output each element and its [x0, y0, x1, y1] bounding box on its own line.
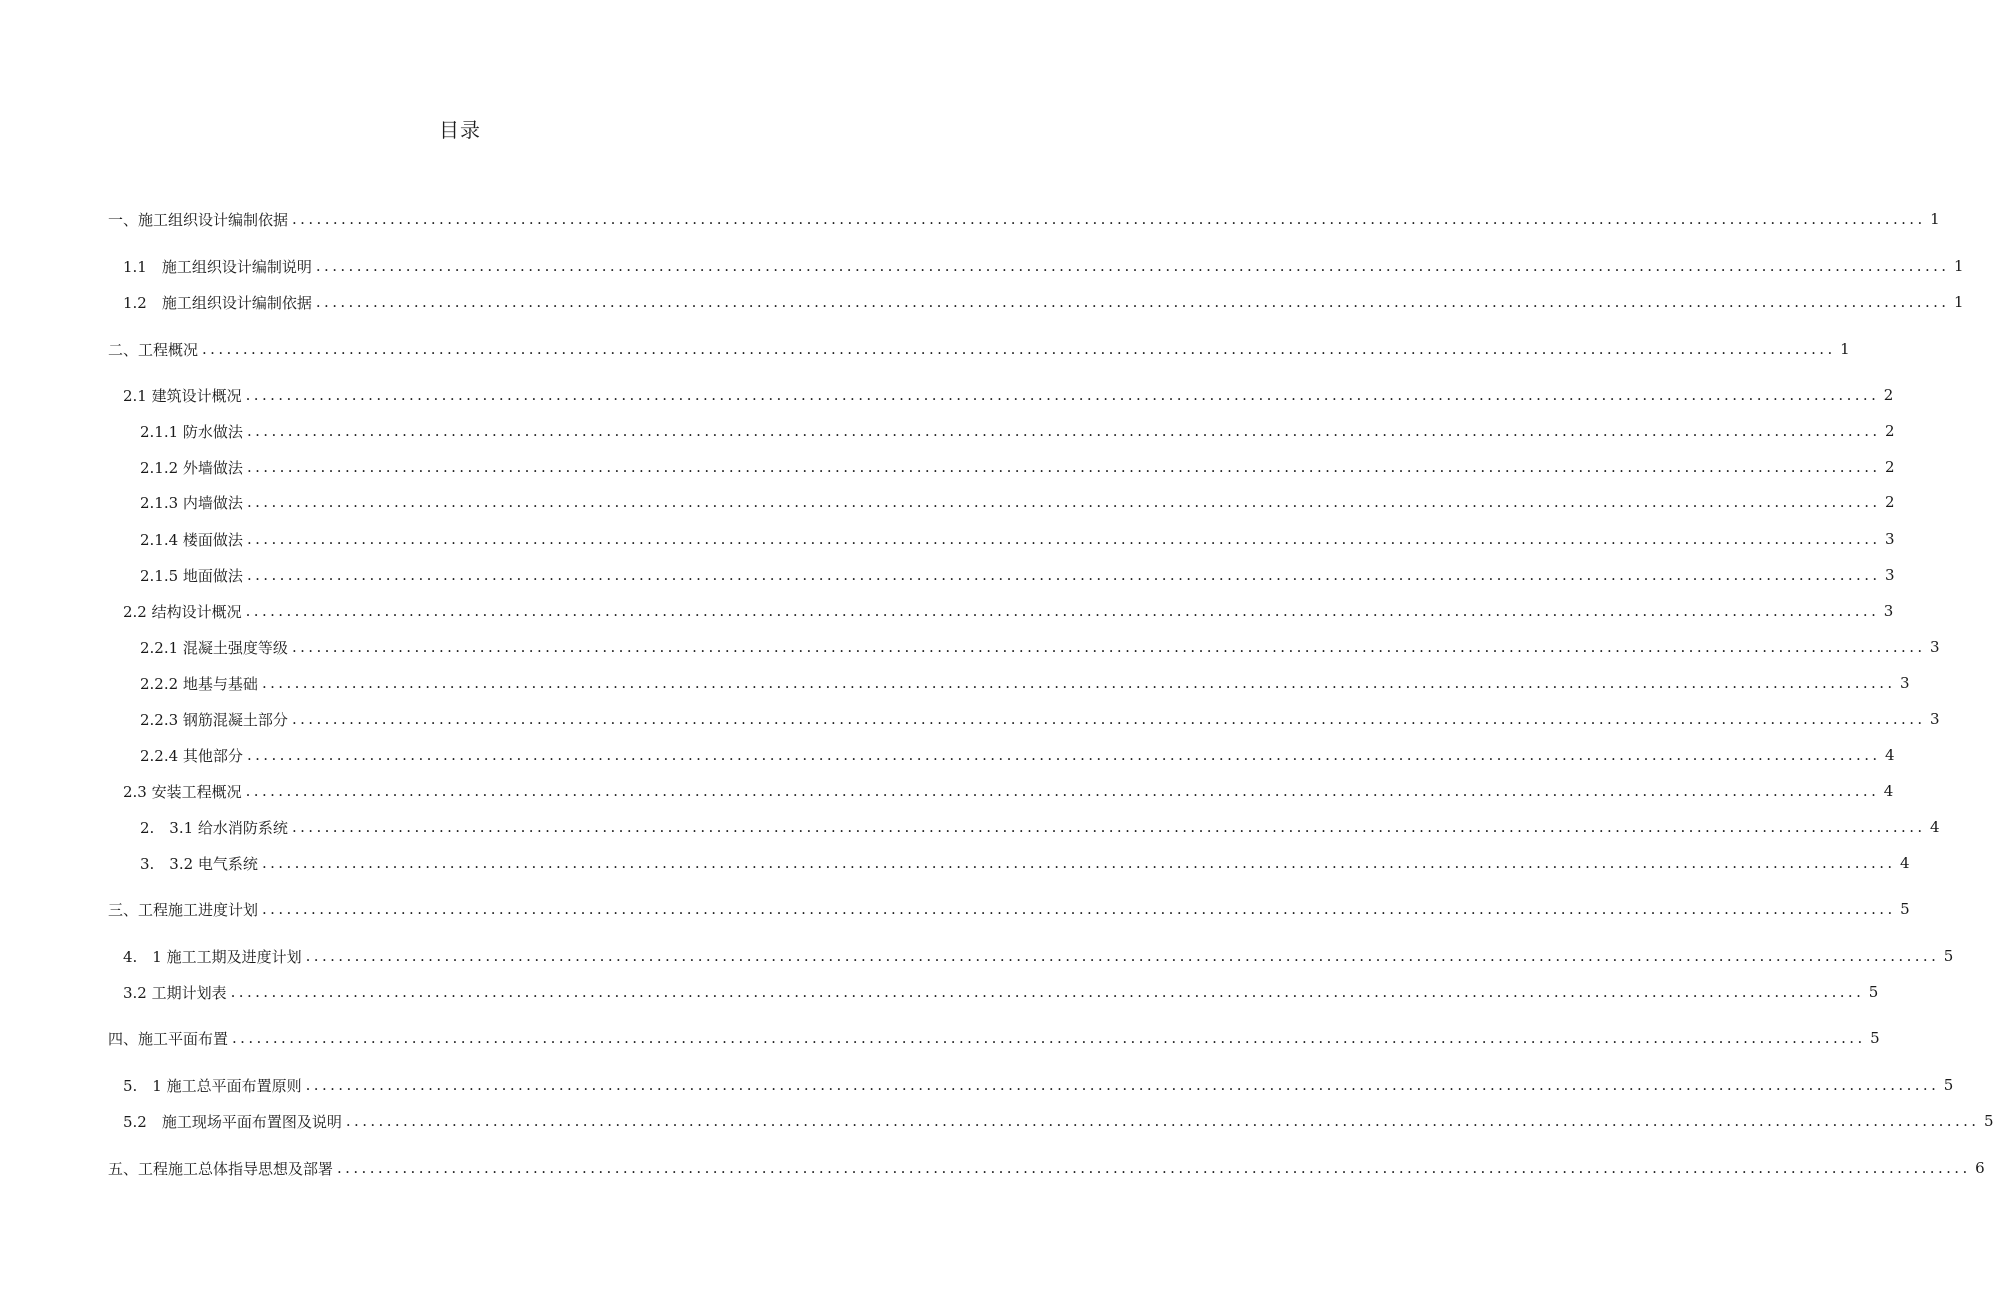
toc-entry[interactable] [140, 563, 1895, 587]
toc-leader-dots: ........................................................................................................................................................................................................ [261, 854, 1896, 872]
toc-entry-text: 2.1.3 内墙做法 [140, 493, 243, 512]
toc-entry[interactable] [108, 337, 1850, 361]
toc-page-number: 4 [1885, 746, 1895, 764]
toc-leader-dots: ........................................................................................................................................................................................................ [245, 386, 1880, 404]
toc-page-number: 3 [1900, 674, 1910, 692]
toc-entry-text: 三、工程施工进度计划 [108, 900, 259, 919]
toc-page-number: 2 [1883, 386, 1894, 404]
toc-leader-dots: ........................................................................................................................................................................................................ [337, 1159, 1971, 1177]
toc-leader-dots: ........................................................................................................................................................................................................ [261, 674, 1896, 692]
toc-entry[interactable] [140, 707, 1940, 731]
toc-entry[interactable] [108, 1026, 1880, 1050]
toc-entry-text: 2.2.1 混凝土强度等级 [140, 638, 288, 657]
toc-page-number: 3 [1885, 566, 1895, 584]
toc-entry[interactable] [140, 671, 1910, 695]
toc-entry[interactable] [123, 1073, 1954, 1097]
toc-entry-text: 四、施工平面布置 [108, 1029, 229, 1048]
toc-title: 目录 [439, 118, 481, 142]
toc-leader-dots: ........................................................................................................................................................................................................ [291, 710, 1926, 728]
toc-entry-text: 2.1.4 楼面做法 [140, 530, 243, 549]
toc-entry[interactable] [108, 897, 1910, 921]
toc-page-number: 2 [1885, 458, 1895, 476]
toc-entry-text: 4. 1 施工工期及进度计划 [123, 947, 302, 966]
toc-entry-text: 2.2.4 其他部分 [140, 746, 243, 765]
toc-page-number: 5 [1943, 947, 1954, 965]
toc-leader-dots: ........................................................................................................................................................................................................ [291, 818, 1926, 836]
toc-entry-text: 2.1.5 地面做法 [140, 566, 243, 585]
toc-leader-dots: ........................................................................................................................................................................................................ [291, 638, 1926, 656]
toc-page-number: 5 [1868, 983, 1879, 1001]
toc-entry-text: 2.2.2 地基与基础 [140, 674, 258, 693]
toc-entry[interactable] [140, 815, 1940, 839]
toc-leader-dots: ........................................................................................................................................................................................................ [345, 1112, 1980, 1130]
toc-entry[interactable] [123, 980, 1879, 1004]
toc-page-number: 2 [1885, 422, 1895, 440]
toc-leader-dots: ........................................................................................................................................................................................................ [315, 293, 1950, 311]
toc-page-number: 6 [1975, 1159, 1985, 1177]
toc-leader-dots: ........................................................................................................................................................................................................ [245, 602, 1880, 620]
toc-entry[interactable] [108, 207, 1940, 231]
toc-entry[interactable] [123, 254, 1964, 278]
toc-page-number: 1 [1840, 340, 1850, 358]
toc-entry[interactable] [140, 419, 1895, 443]
toc-leader-dots: ........................................................................................................................................................................................................ [315, 257, 1950, 275]
toc-leader-dots: ........................................................................................................................................................................................................ [305, 947, 1940, 965]
toc-page-number: 5 [1943, 1076, 1954, 1094]
toc-entry[interactable] [140, 635, 1940, 659]
toc-leader-dots: ........................................................................................................................................................................................................ [246, 566, 1881, 584]
toc-entry-text: 2.1.1 防水做法 [140, 422, 243, 441]
toc-leader-dots: ........................................................................................................................................................................................................ [246, 530, 1881, 548]
toc-entry[interactable] [140, 743, 1895, 767]
toc-page-number: 3 [1930, 710, 1940, 728]
toc-entry-text: 3.2 工期计划表 [123, 983, 227, 1002]
toc-entry[interactable] [108, 1156, 1985, 1180]
toc-leader-dots: ........................................................................................................................................................................................................ [245, 782, 1880, 800]
toc-entry[interactable] [123, 1109, 1993, 1133]
toc-entry[interactable] [123, 290, 1964, 314]
toc-entry[interactable] [140, 527, 1895, 551]
toc-leader-dots: ........................................................................................................................................................................................................ [262, 900, 1896, 918]
toc-leader-dots: ........................................................................................................................................................................................................ [246, 493, 1881, 511]
toc-entry-text: 2.1.2 外墙做法 [140, 458, 243, 477]
toc-entry-text: 2. 3.1 给水消防系统 [140, 818, 288, 837]
toc-leader-dots: ........................................................................................................................................................................................................ [246, 422, 1881, 440]
toc-page-number: 1 [1953, 293, 1964, 311]
toc-entry[interactable] [140, 490, 1895, 514]
toc-entry[interactable] [123, 599, 1894, 623]
toc-leader-dots: ........................................................................................................................................................................................................ [246, 458, 1881, 476]
toc-leader-dots: ........................................................................................................................................................................................................ [246, 746, 1881, 764]
toc-page-number: 1 [1953, 257, 1964, 275]
toc-page-number: 5 [1983, 1112, 1993, 1130]
toc-page-number: 3 [1883, 602, 1894, 620]
toc-entry-text: 1.1 施工组织设计编制说明 [123, 257, 312, 276]
toc-page-number: 3 [1885, 530, 1895, 548]
toc-leader-dots: ........................................................................................................................................................................................................ [292, 210, 1926, 228]
toc-entry[interactable] [140, 851, 1910, 875]
toc-entry-text: 5.2 施工现场平面布置图及说明 [123, 1112, 342, 1131]
toc-page-number: 4 [1883, 782, 1894, 800]
toc-entry-text: 2.1 建筑设计概况 [123, 386, 242, 405]
toc-page-number: 5 [1900, 900, 1910, 918]
toc-entry-text: 3. 3.2 电气系统 [140, 854, 258, 873]
toc-entry-text: 1.2 施工组织设计编制依据 [123, 293, 312, 312]
toc-leader-dots: ........................................................................................................................................................................................................ [305, 1076, 1940, 1094]
toc-leader-dots: ........................................................................................................................................................................................................ [232, 1029, 1866, 1047]
toc-entry-text: 5. 1 施工总平面布置原则 [123, 1076, 302, 1095]
toc-page-number: 5 [1870, 1029, 1880, 1047]
toc-page-number: 4 [1900, 854, 1910, 872]
toc-page-number: 2 [1885, 493, 1895, 511]
toc-entry-text: 一、施工组织设计编制依据 [108, 210, 289, 229]
toc-entry[interactable] [140, 455, 1895, 479]
toc-entry[interactable] [123, 779, 1894, 803]
toc-leader-dots: ........................................................................................................................................................................................................ [230, 983, 1865, 1001]
toc-entry-text: 2.2.3 钢筋混凝土部分 [140, 710, 288, 729]
toc-page-number: 4 [1930, 818, 1940, 836]
toc-entry[interactable] [123, 383, 1894, 407]
toc-entry-text: 五、工程施工总体指导思想及部署 [108, 1159, 334, 1178]
toc-leader-dots: ........................................................................................................................................................................................................ [202, 340, 1836, 358]
toc-page-number: 3 [1930, 638, 1940, 656]
toc-entry[interactable] [123, 944, 1954, 968]
toc-entry-text: 2.3 安装工程概况 [123, 782, 242, 801]
toc-entry-text: 二、工程概况 [108, 340, 199, 359]
toc-page-number: 1 [1930, 210, 1940, 228]
toc-entry-text: 2.2 结构设计概况 [123, 602, 242, 621]
